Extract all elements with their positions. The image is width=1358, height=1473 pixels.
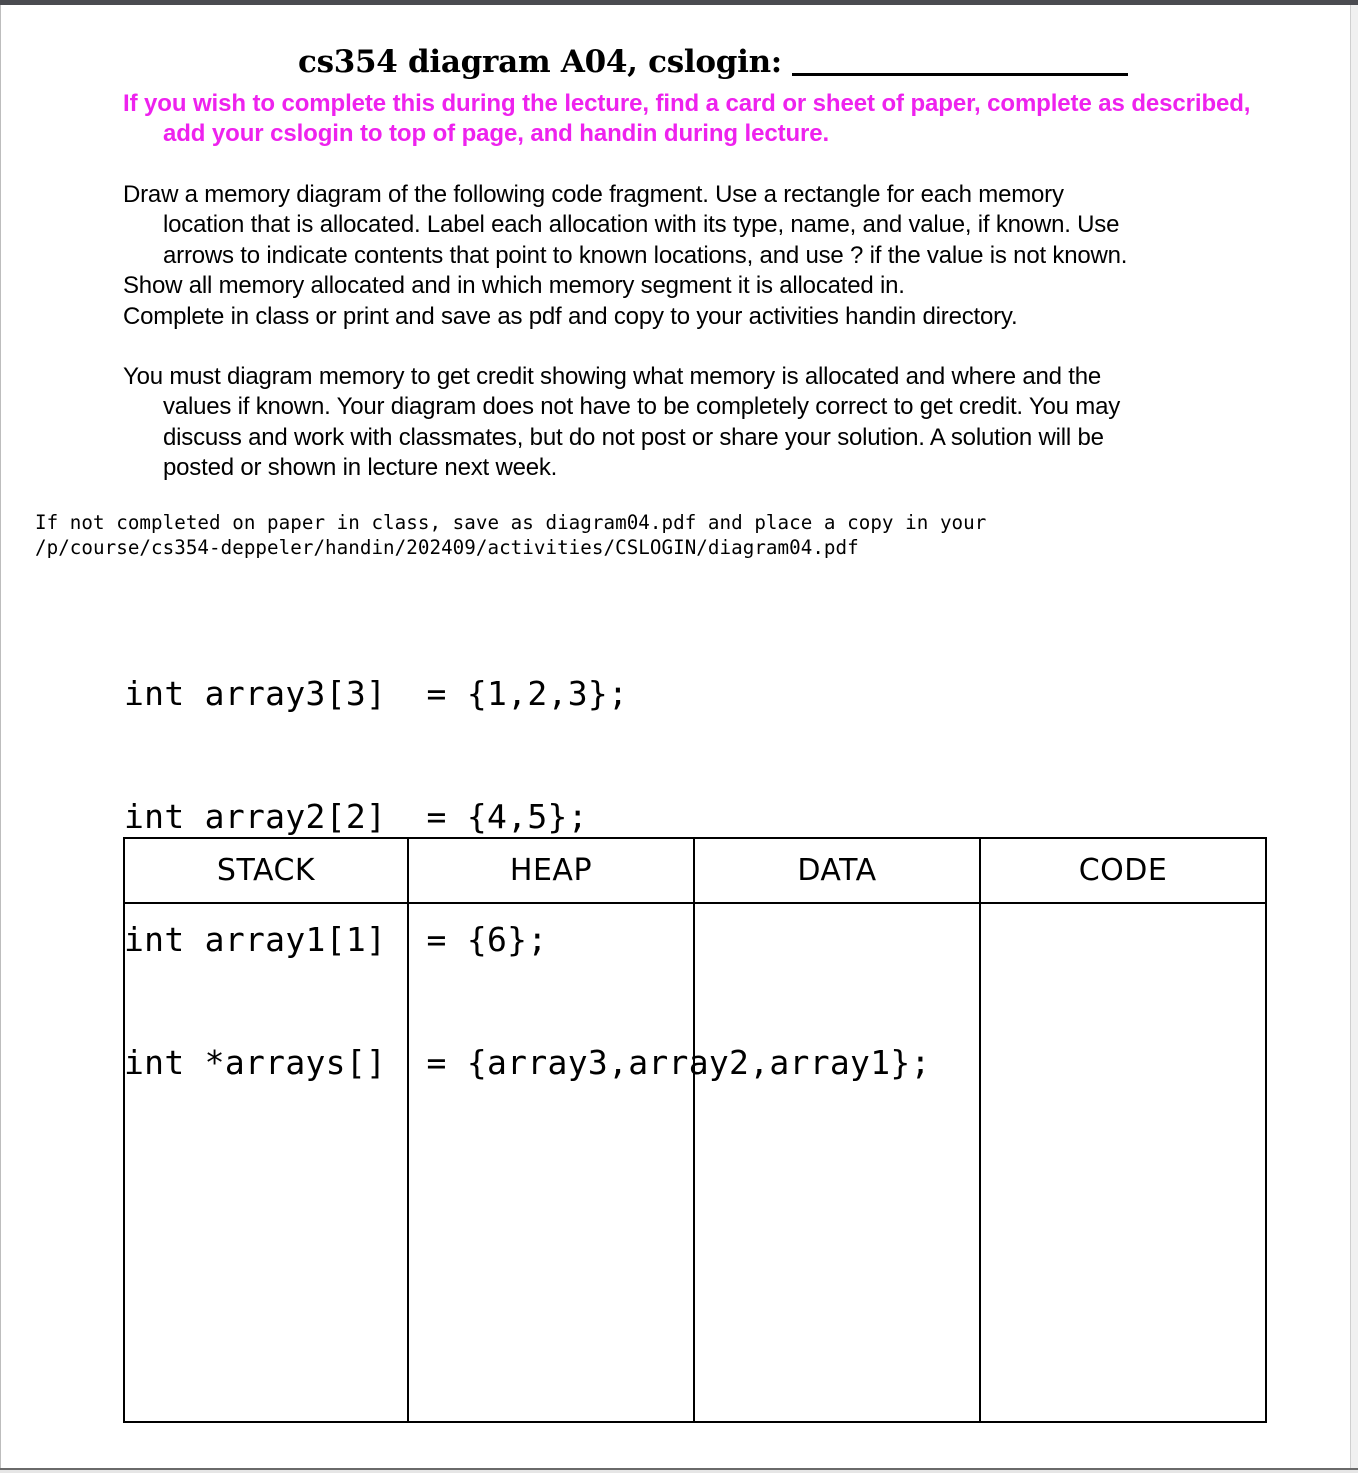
data-header: DATA [695, 839, 981, 904]
code-line: int array2[2] = {4,5}; [124, 797, 588, 836]
heap-area [409, 904, 695, 1421]
title-row [298, 40, 1128, 84]
instructions-line: arrows to indicate contents that point to known locations, and use ? if the value is not known. [163, 241, 1128, 269]
code-header: CODE [981, 839, 1265, 904]
credit-line: You must diagram memory to get credit showing what memory is allocated and where and the [123, 363, 1102, 390]
window-top-bar [0, 0, 1358, 5]
credit-paragraph [123, 362, 1263, 484]
cslogin-blank-line [792, 73, 1128, 76]
page-title: cs354 diagram A04, cslogin: [298, 44, 782, 80]
handin-note [35, 510, 986, 560]
code-area [981, 904, 1265, 1421]
handin-note-line: If not completed on paper in class, save as diagram04.pdf and place a copy in your [35, 511, 987, 534]
instructions-line: Draw a memory diagram of the following code fragment. Use a rectangle for each memory [123, 181, 1064, 208]
memory-segments-table [123, 837, 1267, 1423]
handin-path: /p/course/cs354-deppeler/handin/202409/activities/CSLOGIN/diagram04.pdf [35, 536, 859, 559]
instructions-paragraph [123, 180, 1263, 332]
data-area [695, 904, 981, 1421]
vertical-scrollbar[interactable] [1350, 5, 1358, 1468]
instructions-line: Complete in class or print and save as pdf and copy to your activities handin directory. [123, 302, 1018, 330]
lecture-notice: If you wish to complete this during the lecture, find a card or sheet of paper, complete as described, add your cslogin to top of page, and handin during lecture. [123, 90, 1251, 147]
stack-area [125, 904, 409, 1421]
instructions-line: Show all memory allocated and in which memory segment it is allocated in. [123, 272, 905, 300]
credit-line: values if known. Your diagram does not have to be completely correct to get credit. You may [163, 393, 1121, 421]
credit-line: discuss and work with classmates, but do not post or share your solution. A solution will be [163, 423, 1104, 451]
heap-header: HEAP [409, 839, 695, 904]
code-line: int array3[3] = {1,2,3}; [124, 674, 629, 713]
credit-line: posted or shown in lecture next week. [163, 454, 558, 482]
code-line: int array1[1] = {6}; [124, 920, 548, 959]
page-left-edge [0, 5, 1, 1468]
page-bottom-edge [0, 1468, 1358, 1473]
instructions-line: location that is allocated. Label each allocation with its type, name, and value, if known. Use [163, 211, 1120, 239]
code-line: int *arrays[] = {array3,array2,array1}; [124, 1043, 931, 1082]
stack-header: STACK [125, 839, 409, 904]
